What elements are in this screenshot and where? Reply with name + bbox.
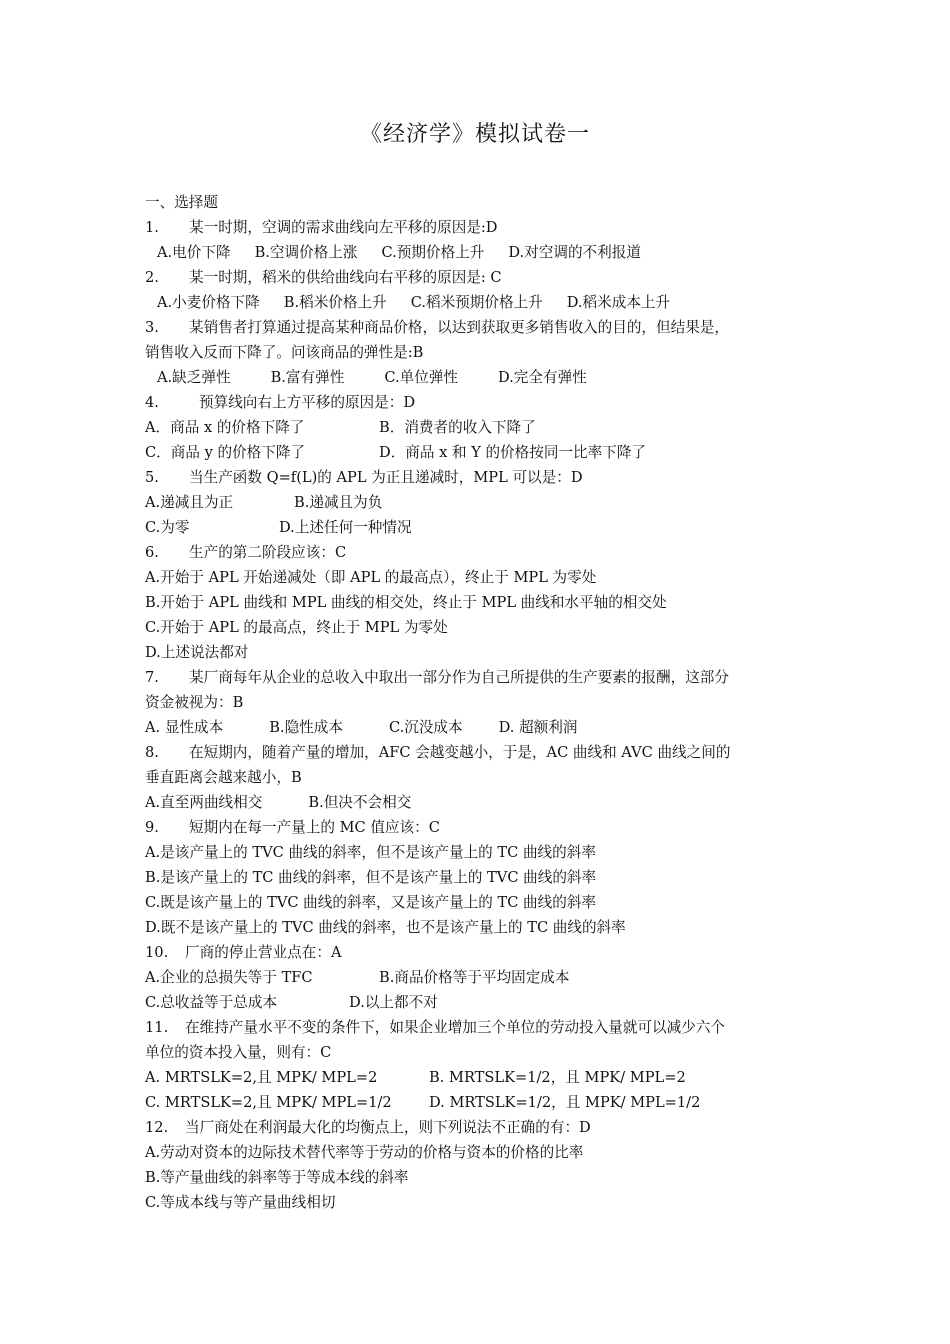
option-c: C．商品 y 的价格下降了 (145, 444, 306, 461)
question-5-stem (145, 465, 825, 490)
option-c: C.总收益等于总成本 (145, 994, 278, 1011)
option-b: B. MRTSLK=1/2，且 MPK/ MPL=2 (429, 1069, 686, 1086)
question-7-stem (145, 665, 825, 690)
question-1-stem (145, 215, 825, 240)
option-d: D.对空调的不利报道 (508, 244, 641, 261)
option-c: C.等成本线与等产量曲线相切 (145, 1194, 336, 1211)
question-9-stem (145, 815, 825, 840)
option-a: A.开始于 APL 开始递减处（即 APL 的最高点），终止于 MPL 为零处 (145, 569, 597, 586)
question-4-stem (145, 390, 825, 415)
question-6-stem (145, 540, 825, 565)
question-text: 预算线向右上方平移的原因是：D (199, 394, 416, 411)
option-b: B.商品价格等于平均固定成本 (379, 969, 570, 986)
question-7-options (145, 715, 825, 740)
question-number: 4. (145, 394, 159, 411)
option-d: D. MRTSLK=1/2，且 MPK/ MPL=1/2 (429, 1094, 701, 1111)
question-12-stem (145, 1115, 825, 1140)
question-11-options-row2 (145, 1090, 825, 1115)
question-number: 9. (145, 819, 159, 836)
question-10-options-row1 (145, 965, 825, 990)
question-text: 某厂商每年从企业的总收入中取出一部分作为自己所提供的生产要素的报酬，这部分 (189, 669, 729, 686)
option-c: C.沉没成本 (388, 719, 463, 736)
option-d: D. 超额利润 (498, 719, 578, 736)
question-text: 当厂商处在利润最大化的均衡点上，则下列说法不正确的有：D (185, 1119, 591, 1136)
question-text: 厂商的停止营业点在：A (185, 944, 342, 961)
option-d: D.稻米成本上升 (566, 294, 671, 311)
question-2-options (145, 290, 825, 315)
question-number: 10. (145, 944, 169, 961)
option-d: D.完全有弹性 (497, 369, 587, 386)
question-number: 1. (145, 219, 159, 236)
question-number: 7. (145, 669, 159, 686)
question-3-stem (145, 315, 825, 340)
question-11-stem-cont: 单位的资本投入量，则有：C (145, 1044, 332, 1061)
question-number: 2. (145, 269, 159, 286)
option-a: A. 显性成本 (145, 719, 224, 736)
option-c: C.单位弹性 (384, 369, 458, 386)
question-7-stem-cont: 资金被视为：B (145, 694, 244, 711)
question-number: 12. (145, 1119, 169, 1136)
section-heading: 一、选择题 (145, 194, 218, 211)
question-number: 6. (145, 544, 159, 561)
question-10-options-row2 (145, 990, 825, 1015)
question-5-options-row1 (145, 490, 825, 515)
option-a: A.小麦价格下降 (157, 294, 260, 311)
option-b: B.是该产量上的 TC 曲线的斜率，但不是该产量上的 TVC 曲线的斜率 (145, 869, 597, 886)
question-text: 某销售者打算通过提高某种商品价格，以达到获取更多销售收入的目的，但结果是， (189, 319, 729, 336)
option-b: B.但决不会相交 (308, 794, 412, 811)
document-title: 《经济学》模拟试卷一 (359, 122, 590, 147)
question-4-options-row1 (145, 415, 825, 440)
option-b: B.空调价格上涨 (254, 244, 358, 261)
option-b: B．消费者的收入下降了 (379, 419, 536, 436)
option-c: C.预期价格上升 (381, 244, 485, 261)
option-a: A．商品 x 的价格下降了 (145, 419, 305, 436)
question-list (145, 190, 825, 1215)
question-8-options (145, 790, 825, 815)
option-b: B.隐性成本 (269, 719, 343, 736)
question-number: 11. (145, 1019, 169, 1036)
question-10-stem (145, 940, 825, 965)
option-a: A.缺乏弹性 (157, 369, 231, 386)
question-8-stem-cont: 垂直距离会越来越小，B (145, 769, 302, 786)
option-a: A.电价下降 (157, 244, 231, 261)
option-a: A.是该产量上的 TVC 曲线的斜率，但不是该产量上的 TC 曲线的斜率 (145, 844, 596, 861)
option-a: A.直至两曲线相交 (145, 794, 263, 811)
question-3-stem-cont: 销售收入反而下降了。问该商品的弹性是:B (145, 344, 424, 361)
option-d: D.上述任何一种情况 (279, 519, 412, 536)
option-d: D.既不是该产量上的 TVC 曲线的斜率，也不是该产量上的 TC 曲线的斜率 (145, 919, 626, 936)
option-a: A. MRTSLK=2,且 MPK/ MPL=2 (145, 1069, 378, 1086)
question-2-stem (145, 265, 825, 290)
option-d: D.以上都不对 (349, 994, 438, 1011)
question-8-stem (145, 740, 825, 765)
question-4-options-row2 (145, 440, 825, 465)
question-text: 在维持产量水平不变的条件下，如果企业增加三个单位的劳动投入量就可以减少六个 (185, 1019, 725, 1036)
question-text: 短期内在每一产量上的 MC 值应该：C (189, 819, 440, 836)
option-c: C. MRTSLK=2,且 MPK/ MPL=1/2 (145, 1094, 392, 1111)
question-5-options-row2 (145, 515, 825, 540)
option-c: C.开始于 APL 的最高点，终止于 MPL 为零处 (145, 619, 448, 636)
question-number: 3. (145, 319, 159, 336)
question-number: 8. (145, 744, 159, 761)
question-text: 在短期内，随着产量的增加，AFC 会越变越小，于是，AC 曲线和 AVC 曲线之间的 (189, 744, 731, 761)
option-a: A.递减且为正 (145, 494, 234, 511)
option-c: C.稻米预期价格上升 (410, 294, 543, 311)
option-a: A.企业的总损失等于 TFC (145, 969, 313, 986)
option-c: C.既是该产量上的 TVC 曲线的斜率，又是该产量上的 TC 曲线的斜率 (145, 894, 597, 911)
question-11-stem (145, 1015, 825, 1040)
option-d: D.上述说法都对 (145, 644, 249, 661)
option-b: B.富有弹性 (270, 369, 345, 386)
option-c: C.为零 (145, 519, 190, 536)
option-b: B.等产量曲线的斜率等于等成本线的斜率 (145, 1169, 409, 1186)
question-text: 某一时期，空调的需求曲线向左平移的原因是:D (189, 219, 498, 236)
question-1-options (145, 240, 825, 265)
option-b: B.递减且为负 (294, 494, 383, 511)
option-b: B.开始于 APL 曲线和 MPL 曲线的相交处，终止于 MPL 曲线和水平轴的相交处 (145, 594, 667, 611)
option-d: D．商品 x 和 Y 的价格按同一比率下降了 (379, 444, 647, 461)
question-11-options-row1 (145, 1065, 825, 1090)
question-number: 5. (145, 469, 159, 486)
option-b: B.稻米价格上升 (283, 294, 387, 311)
option-a: A.劳动对资本的边际技术替代率等于劳动的价格与资本的价格的比率 (145, 1144, 584, 1161)
question-text: 生产的第二阶段应该：C (189, 544, 347, 561)
question-text: 当生产函数 Q=f(L)的 APL 为正且递减时，MPL 可以是：D (189, 469, 583, 486)
question-text: 某一时期，稻米的供给曲线向右平移的原因是: C (189, 269, 502, 286)
question-3-options (145, 365, 825, 390)
